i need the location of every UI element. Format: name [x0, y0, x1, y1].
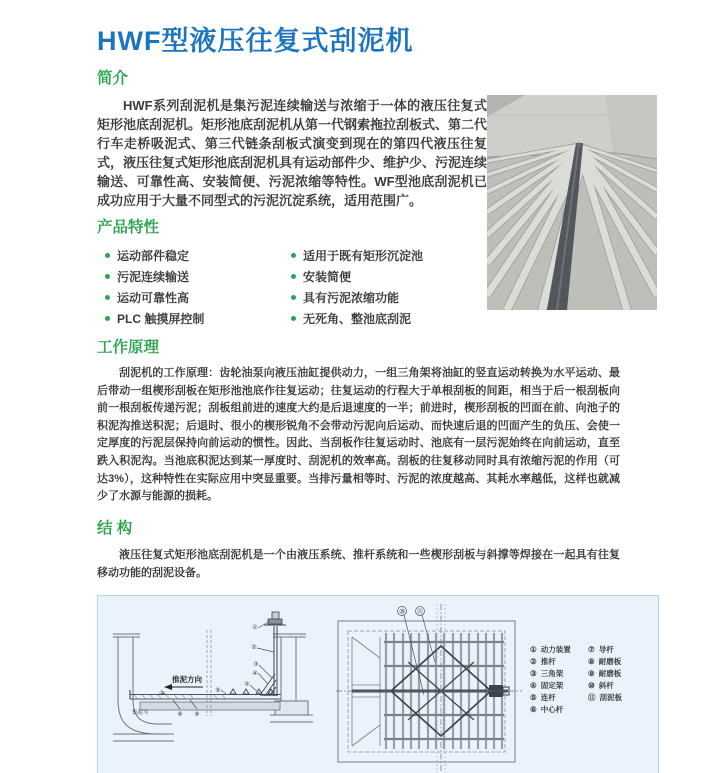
callout-1: ① — [252, 624, 258, 631]
legend-item — [588, 680, 622, 692]
legend-item — [530, 644, 588, 656]
callout-5: ⑤ — [244, 681, 250, 688]
section-heading-intro: 简介 — [97, 70, 129, 87]
legend-number: ⑪ — [588, 692, 596, 702]
hopper-label: 集泥斗 — [132, 709, 149, 716]
legend-label: 耐磨板 — [598, 656, 622, 666]
legend-label: 三角架 — [540, 668, 564, 678]
legend-item — [588, 656, 622, 668]
bullet-icon — [291, 253, 296, 258]
feature-label: PLC 触摸屏控制 — [117, 312, 205, 326]
legend-number: ④ — [530, 680, 537, 690]
legend-item — [530, 692, 588, 704]
callout-7: ⑦ — [159, 690, 165, 697]
legend-item — [530, 668, 588, 680]
legend-item — [588, 692, 622, 704]
bullet-icon — [105, 295, 110, 300]
feature-label: 无死角、整池底刮泥 — [303, 312, 412, 326]
features-left-column — [97, 245, 291, 329]
legend-number: ① — [530, 644, 537, 654]
bullet-icon — [105, 316, 110, 321]
legend-label: 连杆 — [540, 692, 556, 702]
intro-column — [97, 70, 487, 329]
legend-number: ⑩ — [588, 680, 595, 690]
callout-4: ④ — [252, 670, 258, 677]
feature-item — [105, 308, 291, 329]
side-view-drawing — [110, 604, 330, 764]
callout-10: ⑩ — [399, 608, 405, 616]
legend-item — [530, 680, 588, 692]
legend-number: ⑧ — [588, 656, 595, 666]
legend-label: 动力装置 — [540, 644, 571, 654]
feature-item — [105, 245, 291, 266]
bullet-icon — [105, 253, 110, 258]
legend-label: 中心杆 — [540, 704, 564, 714]
section-heading-structure: 结 构 — [97, 519, 133, 537]
legend-item — [530, 704, 588, 716]
legend-number: ⑤ — [530, 692, 537, 702]
intro-paragraph: HWF系列刮泥机是集污泥连续输送与浓缩于一体的液压往复式矩形池底刮泥机。矩形池底刮泥机从第一代钢索拖拉刮板式、第二代行车走桥吸泥式、第三代链条刮板式演变到现在的第四代液压往复式，液压往复式矩形池底刮泥机具有运动部件少、维护少、污泥连续输送、可靠性高、安装简便、污泥浓缩等特性。WF型池底刮泥机已成功应用于大量不同型式的污泥沉淀系统，适用范围广。 — [97, 98, 488, 208]
feature-item — [291, 266, 423, 287]
bullet-icon — [291, 274, 296, 279]
legend-column-left — [530, 644, 588, 716]
page-title: HWF型液压往复式刮泥机 — [97, 26, 414, 56]
callout-6: ⑥ — [215, 687, 221, 694]
legend-label: 耐磨板 — [598, 668, 622, 678]
feature-item — [291, 287, 423, 308]
feature-label: 安装简便 — [303, 270, 352, 284]
bullet-icon — [291, 316, 296, 321]
legend-item — [588, 644, 622, 656]
feature-label: 污泥连续输送 — [117, 270, 190, 284]
legend-number: ⑨ — [588, 668, 595, 678]
legend-number: ③ — [530, 668, 537, 678]
legend-label: 斜杆 — [598, 680, 614, 690]
feature-item — [105, 266, 291, 287]
push-direction-arrow — [164, 674, 203, 690]
legend-number: ⑦ — [588, 644, 595, 654]
callout-9: ⑨ — [194, 711, 200, 718]
top-block — [97, 26, 620, 329]
diagram-legend — [530, 644, 622, 716]
legend-column-right — [588, 644, 622, 716]
feature-item — [291, 245, 423, 266]
features-list — [97, 245, 487, 329]
bullet-icon — [105, 274, 110, 279]
feature-label: 运动部件稳定 — [117, 249, 190, 263]
push-direction-label: 推泥方向 — [172, 674, 202, 684]
structure-diagram-panel — [97, 595, 659, 773]
legend-item — [588, 668, 622, 680]
section-heading-features: 产品特性 — [97, 219, 160, 236]
callout-2: ② — [251, 644, 257, 651]
feature-label: 运动可靠性高 — [117, 291, 190, 305]
legend-item — [530, 656, 588, 668]
plan-view-drawing — [336, 602, 526, 773]
feature-item — [105, 287, 291, 308]
callout-11: ⑪ — [416, 608, 424, 616]
section-heading-principle: 工作原理 — [97, 339, 160, 356]
principle-paragraph: 刮泥机的工作原理：齿轮油泵向液压油缸提供动力，一组三角架将油缸的竖直运动转换为水平运动、最后带动一组楔形刮板在矩形池池底作往复运动；往复运动的行程大于单根刮板的间距，相当于后一根刮板向前一根刮板传递污泥；刮板组前进的速度大约是后退速度的一半；前进时，楔形刮板的凹面在前、向池子的积泥沟推送积泥；后退时、很小的楔形锐角不会带动污泥向后运动、而快速后退的凹面产生的负压、会使一定厚度的污泥层保持向前运动的惯性。因此、当刮板作往复运动时、池底有一层污泥始终在向前运动，直至跌入积泥沟。当池底积泥达到某一厚度时、刮泥机的效率高。刮板的往复移动同时具有浓缩污泥的作用（可达3%），这种特性在实际应用中突显重要。当排污量相等时、污泥的浓度越高、其耗水率越低，这样也就减少了水源与能源的损耗。 — [97, 367, 620, 503]
feature-label: 适用于既有矩形沉淀池 — [303, 249, 424, 263]
pool-floor — [130, 690, 281, 710]
features-right-column — [291, 245, 423, 329]
legend-label: 推杆 — [540, 656, 556, 666]
feature-label: 具有污泥浓缩功能 — [303, 291, 400, 305]
legend-label: 导杆 — [598, 644, 614, 654]
content-area — [97, 26, 620, 773]
structure-paragraph: 液压往复式矩形池底刮泥机是一个由液压系统、推杆系统和一些楔形刮板与斜撑等焊接在一起具有往复移动功能的刮泥设备。 — [97, 548, 620, 579]
legend-number: ② — [530, 656, 537, 666]
legend-label: 固定架 — [540, 680, 564, 690]
feature-item — [291, 308, 423, 329]
bullet-icon — [291, 295, 296, 300]
equipment-photo — [487, 95, 657, 310]
callout-3: ③ — [253, 661, 259, 668]
legend-label: 刮泥板 — [599, 692, 622, 702]
callout-8: ⑧ — [177, 711, 183, 718]
legend-number: ⑥ — [530, 704, 537, 714]
